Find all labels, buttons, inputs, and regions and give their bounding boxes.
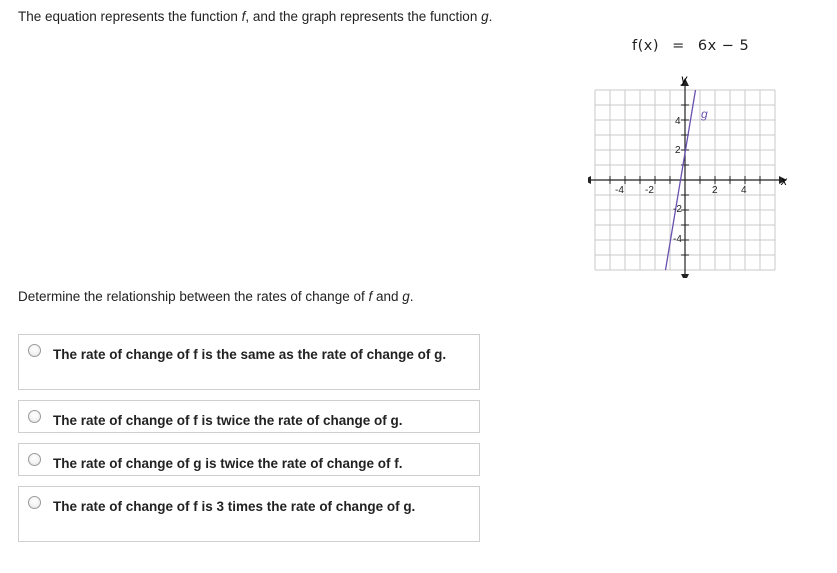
answer-choice-2[interactable] — [18, 400, 480, 433]
x-tick-label: 4 — [741, 185, 747, 196]
line-g-label: g — [701, 107, 708, 121]
question-text — [18, 289, 414, 304]
choice-label: The rate of change of f is twice the rate of change of g. — [53, 413, 403, 428]
radio-button[interactable] — [28, 496, 41, 509]
x-axis-arrow-left — [588, 176, 591, 184]
y-tick-label: -2 — [673, 204, 682, 215]
prompt-g: g — [481, 9, 489, 24]
y-tick-label: 4 — [675, 116, 681, 127]
x-axis-label: x — [781, 174, 787, 188]
x-tick-label: 2 — [712, 185, 718, 196]
graph-of-g — [588, 68, 798, 278]
equation-rhs: 6x − 5 — [697, 38, 750, 54]
question-text-1: Determine the relationship between the rates of change of — [18, 289, 369, 304]
equation-equals: = — [672, 38, 685, 54]
prompt-text-2: , and the graph represents the function — [245, 9, 482, 24]
y-tick-label: -4 — [673, 234, 682, 245]
question-f: f — [368, 289, 373, 304]
radio-button[interactable] — [28, 344, 41, 357]
answer-choice-1[interactable] — [18, 334, 480, 390]
question-g: g — [402, 289, 410, 304]
x-tick-label: -4 — [615, 185, 624, 196]
choice-label: The rate of change of f is 3 times the rate of change of g. — [53, 499, 416, 514]
function-equation — [632, 38, 749, 54]
radio-button[interactable] — [28, 453, 41, 466]
y-tick-label: 2 — [675, 145, 681, 156]
prompt-f: f — [241, 9, 246, 24]
radio-button[interactable] — [28, 410, 41, 423]
prompt-text-3: . — [488, 9, 493, 24]
choice-label: The rate of change of g is twice the rate of change of f. — [53, 456, 403, 471]
problem-statement — [18, 9, 492, 24]
x-tick-label: -2 — [645, 185, 654, 196]
y-axis-arrow-down — [681, 274, 689, 278]
axes — [588, 78, 787, 278]
equation-lhs: f(x) — [632, 38, 659, 54]
question-text-3: . — [409, 289, 414, 304]
y-axis-label: y — [681, 72, 687, 86]
choice-label: The rate of change of f is the same as the rate of change of g. — [53, 347, 447, 362]
answer-choice-4[interactable] — [18, 486, 480, 542]
prompt-text-1: The equation represents the function — [18, 9, 242, 24]
answer-choice-3[interactable] — [18, 443, 480, 476]
question-text-2: and — [372, 289, 403, 304]
